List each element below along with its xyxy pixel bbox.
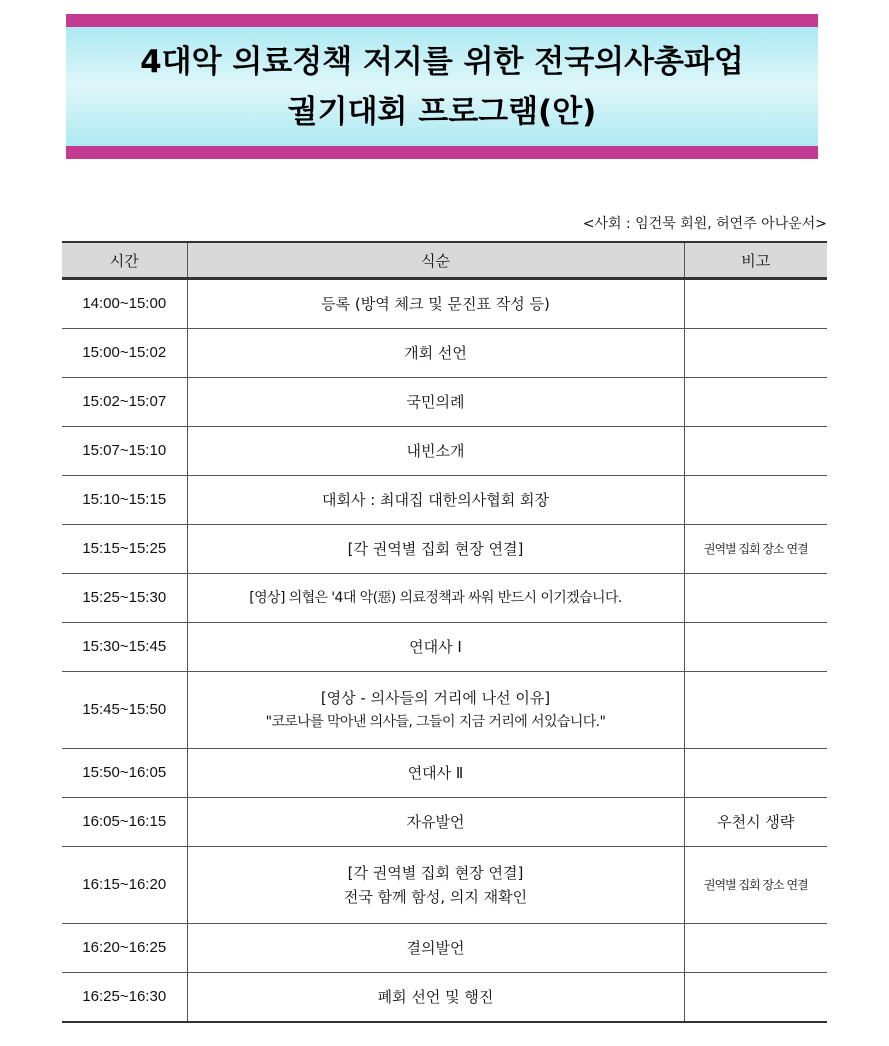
row-program: [187, 847, 684, 924]
row-program: [187, 525, 684, 574]
row-program: [187, 672, 684, 749]
table-row: [62, 574, 827, 623]
row-time: 16:05~16:15: [62, 798, 187, 847]
row-time: 15:30~15:45: [62, 623, 187, 672]
program-line: 내빈소개: [406, 442, 465, 460]
row-program: [187, 973, 684, 1023]
row-note: [684, 329, 827, 378]
row-time: 15:25~15:30: [62, 574, 187, 623]
table-row: [62, 525, 827, 574]
row-time: 16:20~16:25: [62, 924, 187, 973]
program-line: 결의발언: [406, 939, 465, 957]
title-line-2: 궐기대회 프로그램(안): [287, 93, 597, 130]
row-time: 16:25~16:30: [62, 973, 187, 1023]
program-line: 자유발언: [406, 813, 465, 831]
row-note: 권역별 집회 장소 연결: [684, 525, 827, 574]
row-note: 우천시 생략: [684, 798, 827, 847]
title-banner: [66, 14, 818, 159]
row-program: [187, 329, 684, 378]
row-program: [187, 476, 684, 525]
row-program: [187, 623, 684, 672]
table-row: [62, 672, 827, 749]
host-note: <사회 : 임건묵 회원, 허연주 아나운서>: [582, 216, 827, 232]
title-line-1: 4대악 의료정책 저지를 위한 전국의사총파업: [140, 43, 744, 80]
table-body: [62, 279, 827, 1023]
row-note: [684, 574, 827, 623]
program-line: "코로나를 막아낸 의사들, 그들이 지금 거리에 서있습니다.": [265, 714, 606, 730]
table-row: [62, 924, 827, 973]
row-program: [187, 924, 684, 973]
table-row: [62, 279, 827, 329]
program-line: [각 권역별 집회 현장 연결]: [347, 540, 524, 558]
program-line: 폐회 선언 및 행진: [377, 988, 494, 1006]
row-time: 15:50~16:05: [62, 749, 187, 798]
table-row: [62, 973, 827, 1023]
row-time: 15:15~15:25: [62, 525, 187, 574]
table-row: [62, 378, 827, 427]
program-line: 국민의례: [406, 393, 465, 411]
program-line: 전국 함께 함성, 의지 재확인: [343, 888, 528, 906]
row-time: 16:15~16:20: [62, 847, 187, 924]
header-time: 시간: [62, 242, 187, 279]
table-header-row: [62, 242, 827, 279]
row-note: [684, 672, 827, 749]
row-program: [187, 279, 684, 329]
row-note: 권역별 집회 장소 연결: [684, 847, 827, 924]
program-line: 대회사 : 최대집 대한의사협회 회장: [322, 491, 549, 509]
row-note: [684, 279, 827, 329]
row-note: [684, 623, 827, 672]
program-line: 연대사 Ⅱ: [407, 764, 464, 782]
table-row: [62, 749, 827, 798]
program-line: 연대사 Ⅰ: [409, 638, 462, 656]
program-line: [영상] 의협은 '4대 악(惡) 의료정책과 싸워 반드시 이기겠습니다.: [249, 590, 622, 606]
header-program: 식순: [187, 242, 684, 279]
row-program: [187, 378, 684, 427]
row-note: [684, 378, 827, 427]
row-time: 15:02~15:07: [62, 378, 187, 427]
row-note: [684, 749, 827, 798]
row-program: [187, 798, 684, 847]
table-row: [62, 847, 827, 924]
row-note: [684, 924, 827, 973]
row-time: 15:00~15:02: [62, 329, 187, 378]
table-row: [62, 427, 827, 476]
table-row: [62, 798, 827, 847]
program-table: [62, 241, 827, 1023]
row-program: [187, 574, 684, 623]
table-row: [62, 623, 827, 672]
row-time: 15:45~15:50: [62, 672, 187, 749]
table-row: [62, 329, 827, 378]
header-note: 비고: [684, 242, 827, 279]
row-note: [684, 476, 827, 525]
row-time: 15:07~15:10: [62, 427, 187, 476]
program-line: 개회 선언: [404, 344, 467, 362]
row-program: [187, 427, 684, 476]
row-program: [187, 749, 684, 798]
row-time: 14:00~15:00: [62, 279, 187, 329]
program-line: 등록 (방역 체크 및 문진표 작성 등): [321, 295, 550, 313]
row-note: [684, 427, 827, 476]
row-note: [684, 973, 827, 1023]
row-time: 15:10~15:15: [62, 476, 187, 525]
program-line: [각 권역별 집회 현장 연결]: [347, 864, 524, 882]
program-line: [영상 - 의사들의 거리에 나선 이유]: [320, 689, 551, 707]
table-row: [62, 476, 827, 525]
